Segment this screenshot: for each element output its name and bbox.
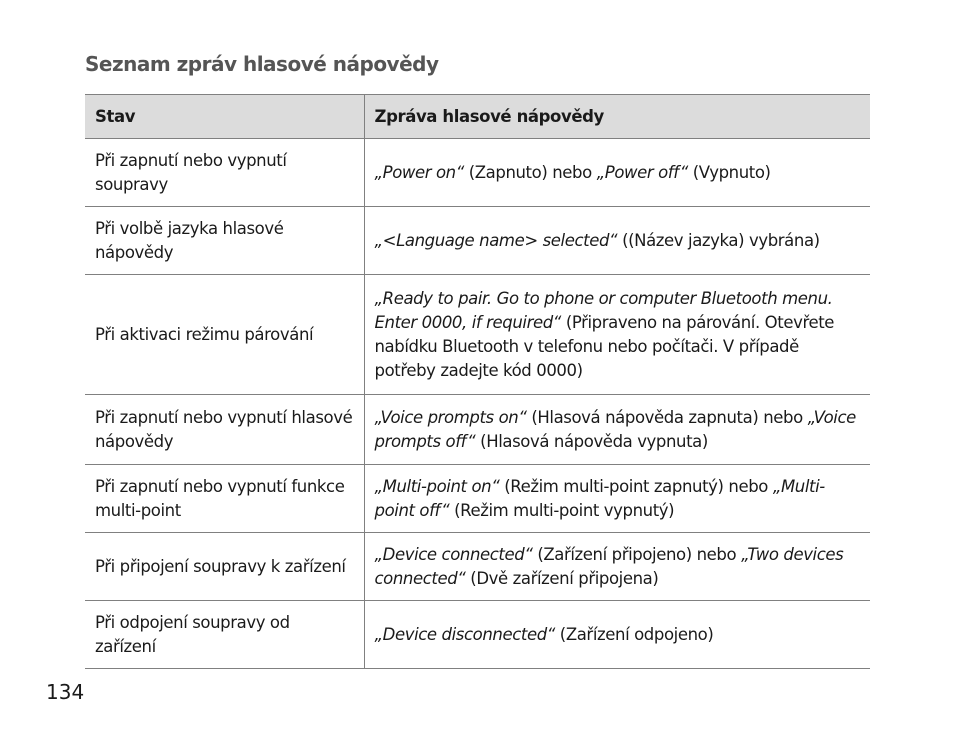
translation-text: (Vypnuto): [687, 162, 771, 182]
prompt-text: „Multi-point off“: [374, 476, 825, 520]
header-state: Stav: [85, 95, 364, 139]
prompt-text: „Two devices connected“: [374, 544, 844, 588]
table-header-row: [85, 95, 870, 139]
translation-text: (Dvě zařízení připojena): [465, 568, 659, 588]
table-row: [85, 601, 870, 669]
message-cell: [364, 207, 870, 275]
table-row: [85, 139, 870, 207]
translation-text: ((Název jazyka) vybrána): [617, 230, 820, 250]
message-cell: [364, 601, 870, 669]
state-cell: Při připojení soupravy k zařízení: [85, 533, 364, 601]
header-message: Zpráva hlasové nápovědy: [364, 95, 870, 139]
translation-text: (Hlasová nápověda zapnuta) nebo: [526, 407, 808, 427]
page-number: 134: [46, 680, 85, 704]
table-row: [85, 207, 870, 275]
translation-text: (Zařízení připojeno) nebo: [532, 544, 742, 564]
message-cell: [364, 465, 870, 533]
table-row: [85, 465, 870, 533]
prompt-text: „Voice prompts on“: [374, 407, 527, 427]
prompt-text: „Ready to pair. Go to phone or computer Bluetooth menu. Enter 0000, if required“: [374, 288, 833, 332]
table-body: [85, 139, 870, 669]
translation-text: (Režim multi-point vypnutý): [449, 500, 675, 520]
message-cell: [364, 275, 870, 395]
table-row: [85, 275, 870, 395]
message-cell: [364, 139, 870, 207]
voice-prompts-table: [85, 94, 870, 669]
state-cell: Při zapnutí nebo vypnutí hlasové nápovědy: [85, 395, 364, 465]
prompt-text: „Power off“: [596, 162, 688, 182]
state-cell: Při volbě jazyka hlasové nápovědy: [85, 207, 364, 275]
message-cell: [364, 533, 870, 601]
state-cell: Při zapnutí nebo vypnutí soupravy: [85, 139, 364, 207]
table-row: [85, 395, 870, 465]
table-row: [85, 533, 870, 601]
translation-text: (Hlasová nápověda vypnuta): [475, 431, 708, 451]
translation-text: (Režim multi-point zapnutý) nebo: [499, 476, 773, 496]
state-cell: Při odpojení soupravy od zařízení: [85, 601, 364, 669]
message-cell: [364, 395, 870, 465]
prompt-text: „<Language name> selected“: [374, 230, 618, 250]
page-title: Seznam zpráv hlasové nápovědy: [85, 52, 439, 76]
prompt-text: „Device connected“: [374, 544, 533, 564]
prompt-text: „Multi-point on“: [374, 476, 500, 496]
translation-text: (Zapnuto) nebo: [463, 162, 597, 182]
state-cell: Při zapnutí nebo vypnutí funkce multi-point: [85, 465, 364, 533]
state-cell: Při aktivaci režimu párování: [85, 275, 364, 395]
prompt-text: „Voice prompts off“: [374, 407, 856, 451]
translation-text: (Připraveno na párování. Otevřete nabídku Bluetooth v telefonu nebo počítači. V případě potřeby zadejte kód 0000): [374, 312, 835, 380]
prompt-text: „Power on“: [374, 162, 464, 182]
translation-text: (Zařízení odpojeno): [554, 624, 714, 644]
prompt-text: „Device disconnected“: [374, 624, 555, 644]
